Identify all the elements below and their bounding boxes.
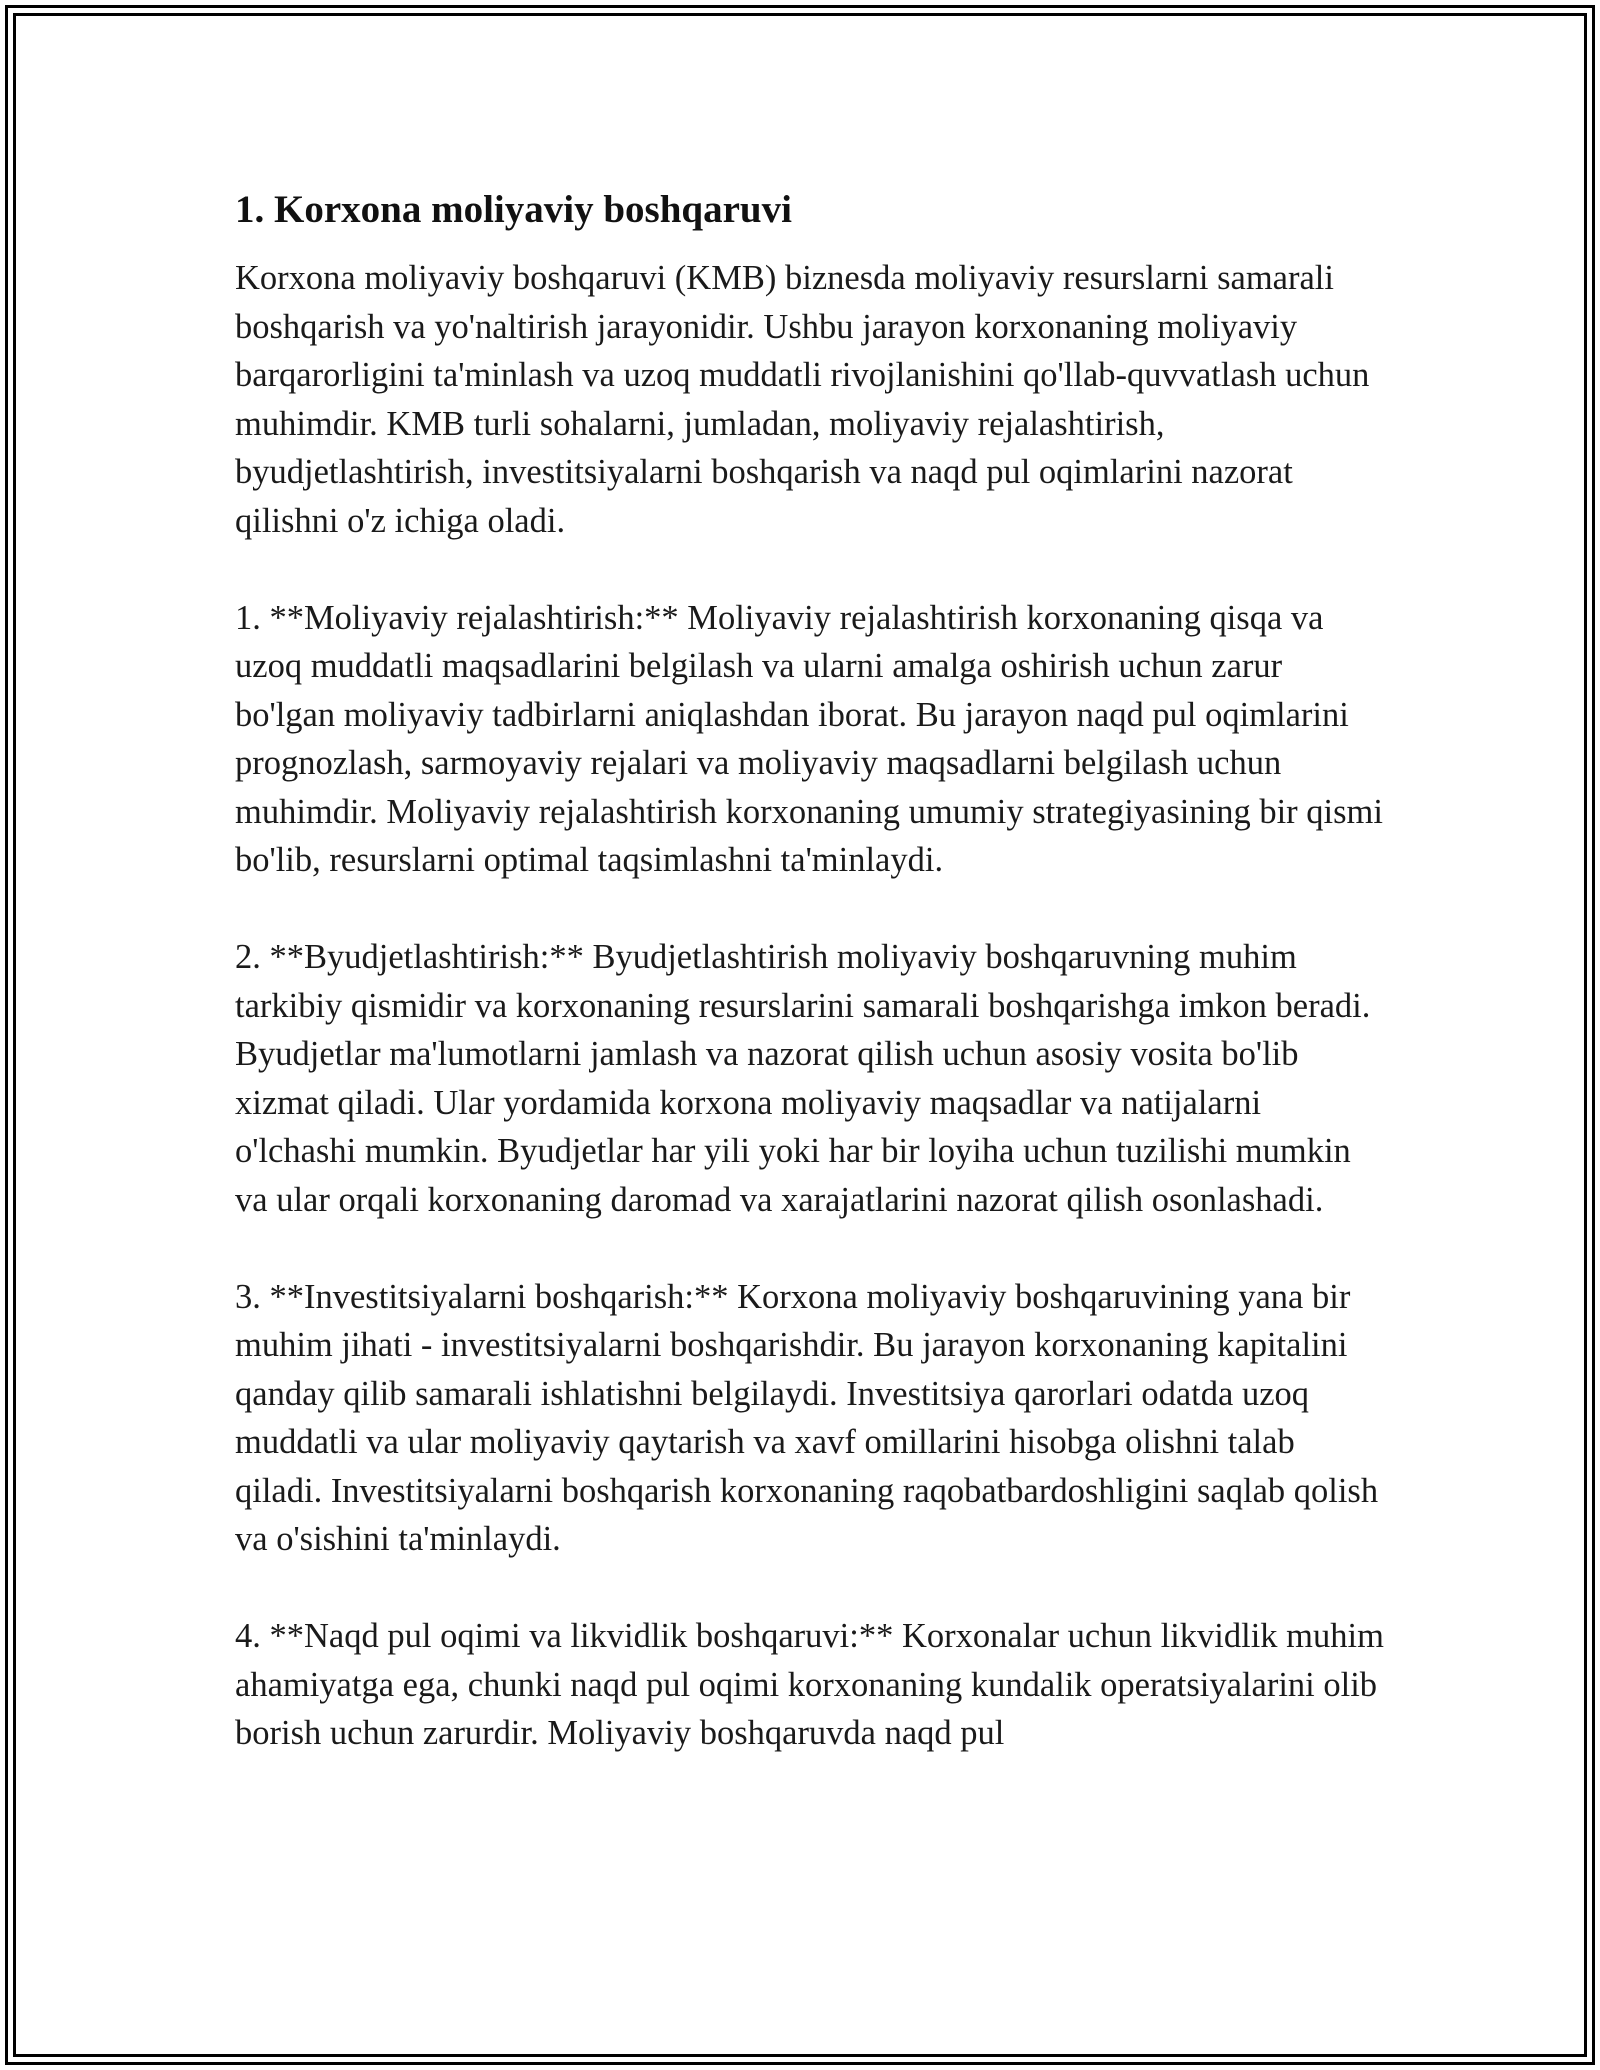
paragraph-budgeting: 2. **Byudjetlashtirish:** Byudjetlashtirish moliyaviy boshqaruvning muhim tarkibiy qismidir va korxonaning resurslarini samarali boshqarishga imkon beradi. Byudjetlar ma'lumotlarni jamlash va nazorat qilish uchun asosiy vosita bo'lib xizmat qiladi. Ular yordamida korxona moliyaviy maqsadlar va natijalarni o'lchashi mumkin. Byudjetlar har yili yoki har bir loyiha uchun tuzilishi mumkin va ular orqali korxonaning daromad va xarajatlarini nazorat qilish osonlashadi. xyxy=(235,938,1371,1219)
paragraph-cash-flow-liquidity: 4. **Naqd pul oqimi va likvidlik boshqaruvi:** Korxonalar uchun likvidlik muhim ahamiyatga ega, chunki naqd pul oqimi korxonaning kundalik operatsiyalarini olib borish uchun zarurdir. Moliyaviy boshqaruvda naqd pul xyxy=(235,1617,1384,1752)
document-body xyxy=(235,186,1385,1806)
paragraph-financial-planning: 1. **Moliyaviy rejalashtirish:** Moliyaviy rejalashtirish korxonaning qisqa va uzoq muddatli maqsadlarini belgilash va ularni amalga oshirish uchun zarur bo'lgan moliyaviy tadbirlarni aniqlashdan iborat. Bu jarayon naqd pul oqimlarini prognozlash, sarmoyaviy rejalari va moliyaviy maqsadlarni belgilash uchun muhimdir. Moliyaviy rejalashtirish korxonaning umumiy strategiyasining bir qismi bo'lib, resurslarni optimal taqsimlashni ta'minlaydi. xyxy=(235,598,1383,879)
paragraph-investment-management: 3. **Investitsiyalarni boshqarish:** Korxona moliyaviy boshqaruvining yana bir muhim jihati - investitsiyalarni boshqarishdir. Bu jarayon korxonaning kapitalini qanday qilib samarali ishlatishni belgilaydi. Investitsiya qarorlari odatda uzoq muddatli va ular moliyaviy qaytarish va xavf omillarini hisobga olishni talab qiladi. Investitsiyalarni boshqarish korxonaning raqobatbardoshligini saqlab qolish va o'sishini ta'minlaydi. xyxy=(235,1277,1379,1558)
intro-paragraph: Korxona moliyaviy boshqaruvi (KMB) biznesda moliyaviy resurslarni samarali boshqarish va yo'naltirish jarayonidir. Ushbu jarayon korxonaning moliyaviy barqarorligini ta'minlash va uzoq muddatli rivojlanishini qo'llab-quvvatlash uchun muhimdir. KMB turli sohalarni, jumladan, moliyaviy rejalashtirish, byudjetlashtirish, investitsiyalarni boshqarish va naqd pul oqimlarini nazorat qilishni o'z ichiga oladi. xyxy=(235,259,1370,540)
section-heading: 1. Korxona moliyaviy boshqaruvi xyxy=(235,188,792,231)
